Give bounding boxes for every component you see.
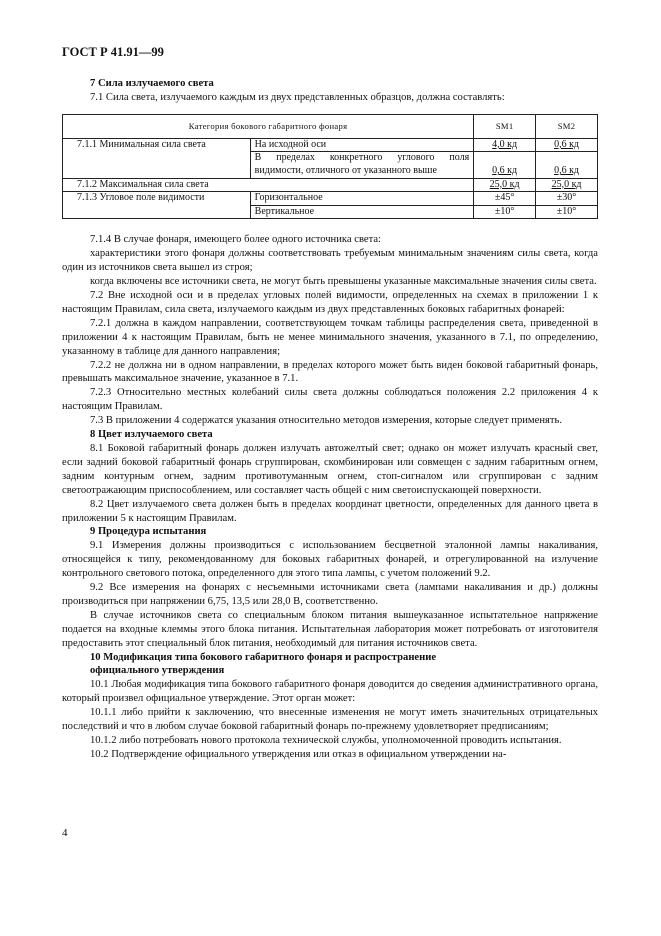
row-max-sm1: 25,0 кд: [489, 178, 520, 190]
paragraph-7-1-4-a: характеристики этого фонаря должны соответствовать требуемым минимальным значениям силы света, когда один из источников света вышел из строя;: [62, 248, 598, 274]
paragraph-10-1-1: 10.1.1 либо прийти к заключению, что внесенные изменения не могут иметь значительных отрицательных последствий и что в любом случае боковой габаритный фонарь по-прежнему удовлетворяет предписаниям;: [62, 707, 598, 733]
paragraph-7-1-4: 7.1.4 В случае фонаря, имеющего более одного источника света:: [90, 234, 381, 246]
row-axis-sm1: 4,0 кд: [492, 138, 518, 150]
paragraph-7-2-3: 7.2.3 Относительно местных колебаний силы света должны соблюдаться положения 2.2 приложения 4 к настоящим Правилам.: [62, 387, 598, 413]
row-angle-sm2: 0,6 кд: [554, 165, 580, 176]
table-row: [63, 192, 598, 206]
table-header-row: [63, 114, 598, 138]
row-vertical-sub: Вертикальное: [250, 205, 474, 219]
row-angle-sub: В пределах конкретного углового поля видимости, отличного от указанного выше: [250, 152, 474, 178]
row-field-of-view-label: 7.1.3 Угловое поле видимости: [63, 192, 251, 219]
paragraph-9-2: 9.2 Все измерения на фонарях с несъемными источниками света (лампами накаливания и др.) должны производиться при напряжении 6,75, 13,5 или 28,0 В, соответственно.: [62, 582, 598, 607]
paragraph-7-3: 7.3 В приложении 4 содержатся указания относительно методов измерения, которые следует применять.: [90, 415, 562, 427]
row-min-intensity-label: 7.1.1 Минимальная сила света: [63, 138, 251, 178]
row-horizontal-sub: Горизонтальное: [250, 192, 474, 206]
paragraph-10-2: 10.2 Подтверждение официального утверждения или отказ в официальном утверждении на-: [90, 748, 507, 760]
paragraph-8-1: 8.1 Боковой габаритный фонарь должен излучать автожелтый свет; однако он может излучать красный свет, если задний боковой габаритный фонарь сгруппирован, скомбинирован или совмещен с задним габаритным огнем, задним контурным огнем, задним противотуманным огнем, стоп-сигналом или сгруппирован с задним светоотражающим приспособлением, или составляет часть общей с ним светоиспускающей поверхности.: [62, 442, 598, 496]
document-header: ГОСТ Р 41.91—99: [62, 45, 164, 59]
section-7-title: 7 Сила излучаемого света: [90, 78, 214, 89]
light-intensity-table: [62, 114, 598, 220]
section-9-title: 9 Процедура испытания: [90, 526, 207, 538]
row-max-sm2: 25,0 кд: [551, 178, 582, 190]
header-sm2: SM2: [536, 114, 598, 138]
paragraph-10-1: 10.1 Любая модификация типа бокового габаритного фонаря доводится до сведения административного органа, который произвел официальное утверждение. Этот орган может:: [62, 679, 598, 705]
paragraph-9-2-b: В случае источников света со специальным блоком питания вышеуказанное испытательное напряжение подается на входные клеммы этого блока питания. Испытательная лаборатория может потребовать от изготовителя предоставить этот специальный блок питания, необходимый для питания источников света.: [62, 609, 598, 649]
document-body: [62, 77, 598, 762]
row-angle-sm1: 0,6 кд: [492, 165, 518, 176]
header-sm1: SM1: [474, 114, 536, 138]
section-10-title-cont: официального утверждения: [90, 665, 225, 677]
table-row: [63, 138, 598, 152]
row-horizontal-sm2: ±30°: [536, 192, 598, 206]
table-row: [63, 178, 598, 192]
row-axis-sm2: 0,6 кд: [554, 138, 580, 150]
paragraph-9-1: 9.1 Измерения должны производиться с использованием бесцветной эталонной лампы накаливания, относящейся к типу, рекомендованному для боковых габаритных фонарей, и отрегулированной на излучение контрольного светового потока, определенного для этого типа лампы, с учетом положений 9.2.: [62, 540, 598, 580]
row-max-intensity-label: 7.1.2 Максимальная сила света: [63, 178, 474, 192]
page-number: 4: [62, 827, 68, 839]
paragraph-7-2-1: 7.2.1 должна в каждом направлении, соответствующем точкам таблицы распределения света, приведенной в приложении 4 к настоящим Правилам, быть не менее минимального значения, указанного в 7.1, по определению, указанному в таблице для данного направления;: [62, 317, 598, 357]
row-vertical-sm2: ±10°: [536, 205, 598, 219]
row-vertical-sm1: ±10°: [474, 205, 536, 219]
row-axis-sub: На исходной оси: [250, 138, 474, 152]
paragraph-8-2: 8.2 Цвет излучаемого света должен быть в пределах координат цветности, определенных для данного цвета в приложении 5 к настоящим Правилам.: [62, 498, 598, 524]
section-10-title: 10 Модификация типа бокового габаритного фонаря и распространение: [90, 651, 437, 663]
paragraph-7-1-4-b: когда включены все источники света, не могут быть превышены указанные максимальные значения силы света.: [90, 276, 597, 288]
paragraph-7-1: 7.1 Сила света, излучаемого каждым из двух представленных образцов, должна составлять:: [90, 91, 505, 103]
paragraph-10-1-2: 10.1.2 либо потребовать нового протокола технической службы, уполномоченной проводить испытания.: [90, 735, 562, 746]
paragraph-7-2-2: 7.2.2 не должна ни в одном направлении, в пределах которого может быть виден боковой габаритный фонарь, превышать максимальное значение, указанное в 7.1.: [62, 359, 598, 385]
paragraph-7-2: 7.2 Вне исходной оси и в пределах угловых полей видимости, определенных на схемах в приложении 1 к настоящим Правилам, сила света, излучаемого каждым из двух представленных боковых габаритных фонарей:: [62, 290, 598, 315]
header-category: Категория бокового габаритного фонаря: [63, 114, 474, 138]
row-horizontal-sm1: ±45°: [474, 192, 536, 206]
section-8-title: 8 Цвет излучаемого света: [90, 429, 213, 441]
